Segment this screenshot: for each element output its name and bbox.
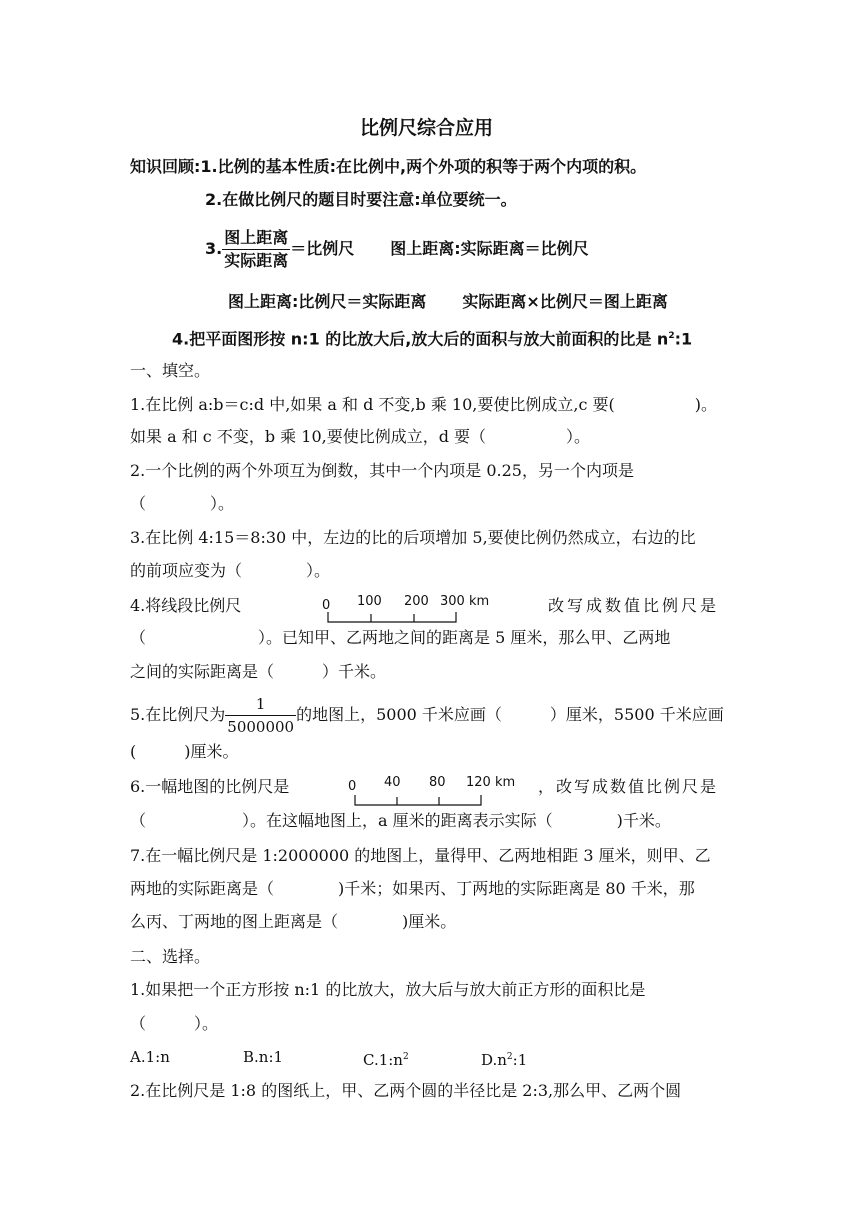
page-title: 比例尺综合应用: [360, 117, 494, 139]
q1-line-2: 如果 a 和 c 不变，b 乘 10,要使比例成立，d 要（ ）。: [130, 427, 591, 446]
review-line-3-ratio: 图上距离:实际距离＝比例尺: [390, 239, 589, 258]
fraction-numerator: 图上距离: [222, 228, 290, 250]
review-line-4: [228, 292, 668, 312]
review-line-3-prefix: 3.: [205, 239, 223, 258]
c1-option-d-tail: :1: [512, 1051, 528, 1069]
review-line-5-b: :1: [674, 329, 693, 349]
c2-line-1: 2.在比例尺是 1:8 的图纸上，甲、乙两个圆的半径比是 2:3,那么甲、乙两个圆: [130, 1081, 682, 1100]
c1-option-d: [481, 1047, 527, 1070]
review-line-5-a: 4.把平面图形按 n:1 的比放大后,放大后的面积与放大前面积的比是 n: [172, 329, 669, 349]
c1-option-c-sup: 2: [402, 1052, 409, 1062]
q5-scale-fraction: [225, 694, 296, 737]
c1-option-b: B.n:1: [243, 1048, 284, 1066]
q6-scale-line: [345, 773, 535, 805]
q1-line-1: 1.在比例 a:b＝c:d 中,如果 a 和 d 不变,b 乘 10,要使比例成立,c 要( )。: [130, 395, 717, 414]
q6-scale-bar: [345, 773, 535, 805]
q5-line-1: [130, 694, 724, 737]
q5-frac-num: 1: [225, 694, 296, 716]
review-line-3-eq: ＝比例尺: [290, 239, 355, 258]
q4-left-text: 4.将线段比例尺: [130, 596, 242, 615]
q2-line-2: （ ）。: [130, 494, 235, 513]
review-line-4-b: 实际距离×比例尺＝图上距离: [462, 292, 668, 311]
review-line-1: 知识回顾:1.比例的基本性质:在比例中,两个外项的积等于两个内项的积。: [130, 157, 647, 176]
q3-line-1: 3.在比例 4:15＝8:30 中，左边的比的后项增加 5,要使比例仍然成立，右边的比: [130, 528, 696, 547]
c1-option-c-text: C.1:n: [363, 1051, 403, 1069]
c1-option-d-sup: 2: [506, 1052, 513, 1062]
q4-scale-label-1: 100: [357, 594, 382, 609]
review-line-5-sup: 2: [668, 331, 675, 341]
c1-line-2: （ ）。: [130, 1014, 219, 1033]
q5-line-2: ( )厘米。: [130, 742, 239, 761]
q6-scale-label-1: 40: [384, 775, 401, 790]
q4-line-3: 之间的实际距离是（ ）千米。: [130, 662, 387, 681]
q4-scale-bar: [320, 592, 500, 622]
section-fill-blank: 一、填空。: [130, 361, 211, 380]
q6-scale-label-0: 0: [348, 779, 357, 794]
q4-scale-label-3: 300 km: [440, 594, 490, 609]
q6-left-text: 6.一幅地图的比例尺是: [130, 777, 290, 796]
q4-scale-label-0: 0: [322, 598, 331, 613]
review-line-2: 2.在做比例尺的题目时要注意:单位要统一。: [205, 190, 517, 209]
q3-line-2: 的前项应变为（ ）。: [130, 561, 331, 580]
q5-frac-den: 5000000: [227, 718, 295, 736]
q5-prefix: 5.在比例尺为: [130, 705, 226, 724]
q7-line-3: 么丙、丁两地的图上距离是（ )厘米。: [130, 912, 457, 931]
q6-scale-label-3: 120 km: [466, 775, 516, 790]
q4-scale-line: [320, 592, 500, 622]
fraction-denominator: 实际距离: [224, 251, 289, 270]
q4-line-1-left: [130, 596, 250, 616]
c1-line-1: 1.如果把一个正方形按 n:1 的比放大，放大后与放大前正方形的面积比是: [130, 980, 646, 999]
c1-option-c: [363, 1047, 409, 1070]
review-line-4-a: 图上距离:比例尺＝实际距离: [228, 292, 427, 311]
section-choice: 二、选择。: [130, 947, 211, 966]
q4-line-2: （ ）。已知甲、乙两地之间的距离是 5 厘米，那么甲、乙两地: [130, 628, 671, 647]
c1-option-a: A.1:n: [130, 1048, 170, 1066]
q6-line-2: （ ）。在这幅地图上，a 厘米的距离表示实际（ )千米。: [130, 811, 671, 830]
q7-line-1: 7.在一幅比例尺是 1:2000000 的地图上，量得甲、乙两地相距 3 厘米，则甲、乙: [130, 846, 711, 865]
q4-right-text: 改写成数值比例尺是: [548, 596, 720, 615]
review-line-5: [172, 326, 692, 349]
c1-option-d-text: D.n: [481, 1051, 507, 1069]
q6-right-text: ，改写成数值比例尺是: [538, 777, 719, 796]
q6-scale-label-2: 80: [429, 775, 446, 790]
q5-suffix: 的地图上，5000 千米应画（ ）厘米，5500 千米应画: [296, 705, 724, 724]
q4-scale-label-2: 200: [404, 594, 429, 609]
q7-line-2: 两地的实际距离是（ )千米；如果丙、丁两地的实际距离是 80 千米，那: [130, 879, 695, 898]
distance-ratio-fraction: [222, 228, 290, 271]
q2-line-1: 2.一个比例的两个外项互为倒数，其中一个内项是 0.25，另一个内项是: [130, 461, 634, 480]
review-line-3: [205, 228, 589, 271]
